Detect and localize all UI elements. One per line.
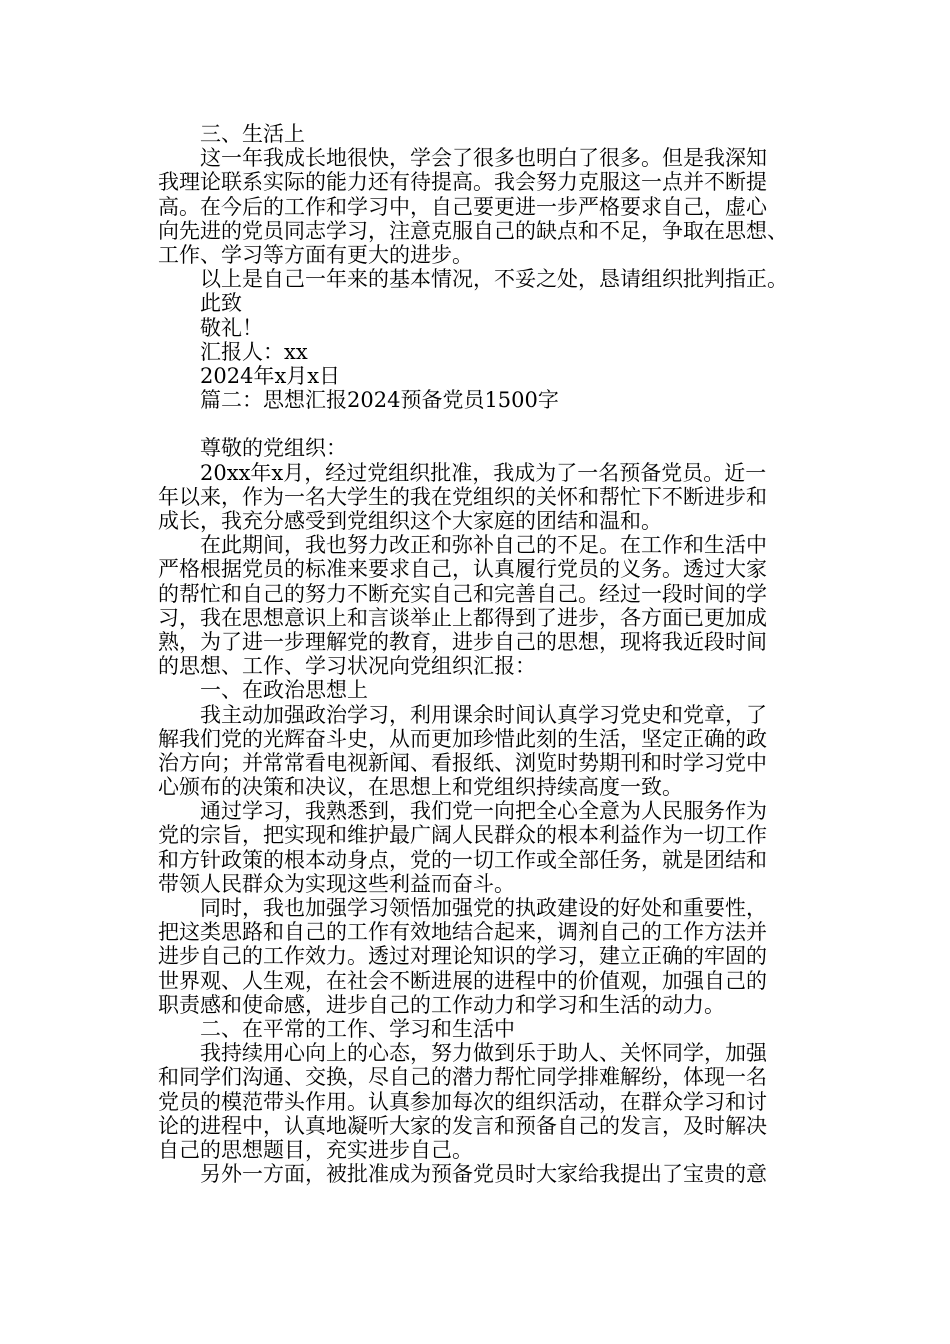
text-line: 另外一方面，被批准成为预备党员时大家给我提出了宝贵的意 [200,1162,767,1187]
text-line: 和方针政策的根本动身点，党的一切工作或全部任务，就是团结和 [158,847,767,872]
text-line: 自己的思想题目，充实进步自己。 [158,1137,473,1162]
text-line: 一、在政治思想上 [200,678,368,703]
text-line: 的思想、工作、学习状况向党组织汇报： [158,654,536,679]
text-line: 把这类思路和自己的工作有效地结合起来，调剂自己的工作方法并 [158,920,767,945]
text-line: 我持续用心向上的心态，努力做到乐于助人、关怀同学，加强 [200,1041,767,1066]
heading-line [200,291,810,315]
heading-line [200,122,810,146]
text-line: 工作、学习等方面有更大的进步。 [158,242,473,267]
paragraph [158,460,810,534]
heading-line [200,388,810,412]
text-line: 我理论联系实际的能力还有待提高。我会努力克服这一点并不断提 [158,170,767,195]
text-line: 尊敬的党组织： [200,436,347,461]
text-line: 习，我在思想意识上和言谈举止上都得到了进步，各方面已更加成 [158,605,767,630]
paragraph [200,1162,810,1186]
text-line: 党员的模范带头作用。认真参加每次的组织活动，在群众学习和讨 [158,1089,767,1114]
paragraph [200,267,810,291]
heading-line [200,436,810,460]
heading-line [200,678,810,702]
text-line: 解我们党的光辉奋斗史，从而更加珍惜此刻的生活，坚定正确的政 [158,726,767,751]
paragraph [158,146,810,267]
text-line: 成长，我充分感受到党组织这个大家庭的团结和温和。 [158,509,662,533]
text-line: 向先进的党员同志学习，注意克服自己的缺点和不足，争取在思想、 [158,218,788,243]
text-line: 心颁布的决策和决议，在思想上和党组织持续高度一致。 [158,775,683,800]
text-line: 熟，为了进一步理解党的教育，进步自己的思想，现将我近段时间 [158,629,767,654]
text-line: 治方向；并常常看电视新闻、看报纸、浏览时势期刊和时学习党中 [158,750,767,775]
text-line: 以上是自己一年来的基本情况，不妥之处，恳请组织批判指正。 [200,267,788,292]
heading-line [200,1017,810,1041]
heading-line [200,316,810,340]
text-line: 和同学们沟通、交换，尽自己的潜力帮忙同学排难解纷，体现一名 [158,1065,767,1090]
text-line: 二、在平常的工作、学习和生活中 [200,1016,515,1041]
text-line: 党的宗旨，把实现和维护最广阔人民群众的根本利益作为一切工作 [158,823,767,848]
text-line: 进步自己的工作效力。透过对理论知识的学习，建立正确的牢固的 [158,944,767,969]
text-line: 通过学习，我熟悉到，我们党一向把全心全意为人民服务作为 [200,799,767,824]
document-page [158,122,810,1187]
text-line: 论的进程中，认真地凝听大家的发言和预备自己的发言，及时解决 [158,1113,767,1138]
text-line: 2024年x月x日 [200,363,341,388]
text-line: 我主动加强政治学习，利用课余时间认真学习党史和党章，了 [200,702,767,727]
paragraph [158,896,810,1017]
text-line: 年以来，作为一名大学生的我在党组织的关怀和帮忙下不断进步和 [158,484,767,509]
paragraph [158,702,810,800]
text-line: 世界观、人生观，在社会不断进展的进程中的价值观，加强自己的 [158,968,767,993]
paragraph [158,533,810,679]
text-line: 20xx年x月，经过党组织批准，我成为了一名预备党员。近一 [200,460,767,485]
text-line: 在此期间，我也努力改正和弥补自己的不足。在工作和生活中 [200,533,767,558]
paragraph [158,1041,810,1162]
text-line: 高。在今后的工作和学习中，自己要更进一步严格要求自己，虚心 [158,194,767,219]
text-line: 严格根据党员的标准来要求自己，认真履行党员的义务。透过大家 [158,557,767,582]
text-line: 敬礼！ [200,315,263,340]
text-line: 同时，我也加强学习领悟加强党的执政建设的好处和重要性， [200,896,767,920]
text-line: 这一年我成长地很快，学会了很多也明白了很多。但是我深知 [200,146,767,171]
paragraph [158,799,810,896]
heading-line [200,340,810,364]
text-line: 三、生活上 [200,122,305,146]
blank-line [200,412,810,436]
text-line: 此致 [200,291,242,316]
heading-line [200,364,810,388]
text-line: 篇二：思想汇报2024预备党员1500字 [200,388,559,413]
text-line: 带领人民群众为实现这些利益而奋斗。 [158,871,515,896]
text-line: 汇报人：xx [200,339,308,364]
text-line: 的帮忙和自己的努力不断充实自己和完善自己。经过一段时间的学 [158,581,767,606]
text-line: 职责感和使命感，进步自己的工作动力和学习和生活的动力。 [158,992,725,1017]
